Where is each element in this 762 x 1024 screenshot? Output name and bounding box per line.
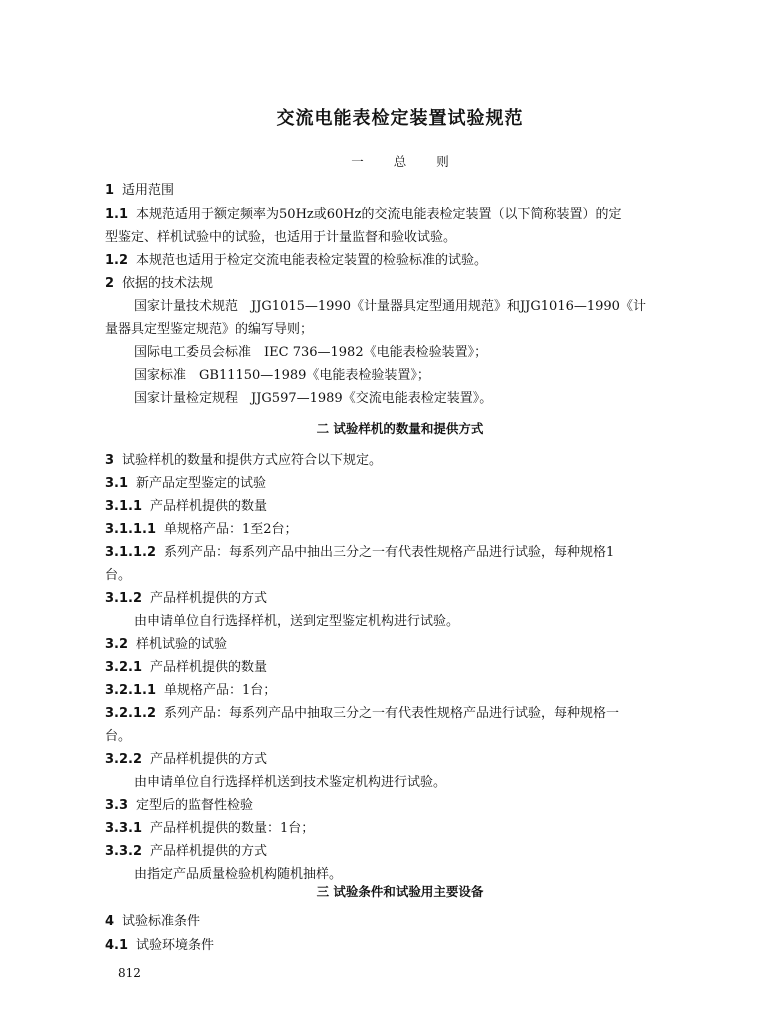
clause-text: 系列产品：每系列产品中抽取三分之一有代表性规格产品进行试验，每种规格一: [164, 706, 620, 721]
clause-3-2-1-2-cont: [105, 729, 131, 745]
clause-number: 3.2.2: [105, 752, 143, 767]
clause-text: 型鉴定、样机试验中的试验，也适用于计量监督和验收试验。: [105, 230, 457, 245]
clause-number: 3.1.1.2: [105, 545, 156, 560]
clause-3-1-2: [105, 591, 267, 607]
clause-3-1-1-2: [105, 545, 614, 561]
clause-number: 3.1.1: [105, 499, 143, 514]
section-heading-conditions: 三 试验条件和试验用主要设备: [316, 884, 484, 899]
clause-1-1-cont: [105, 230, 456, 246]
clause-4: [105, 914, 200, 930]
clause-text: 本规范适用于额定频率为50Hz或60Hz的交流电能表检定装置（以下简称装置）的定: [136, 207, 622, 222]
clause-3-3: [105, 798, 253, 814]
reference-iec736: [134, 345, 487, 361]
clause-text: 新产品定型鉴定的试验: [136, 476, 267, 491]
clause-3-1-2-body: [134, 614, 459, 630]
clause-number: 1.1: [105, 207, 129, 222]
clause-number: 3.2: [105, 637, 129, 652]
reference-jjg1015: [134, 299, 646, 315]
reference-text: 国家计量检定规程 JJG597—1989《交流电能表检定装置》。: [134, 391, 493, 406]
clause-3-1-1-1: [105, 522, 298, 538]
clause-text: 单规格产品：1台；: [164, 683, 277, 698]
clause-number: 3.3.1: [105, 821, 143, 836]
clause-text: 台。: [105, 568, 132, 583]
clause-number: 3.2.1.1: [105, 683, 156, 698]
clause-text: 由申请单位自行选择样机送到技术鉴定机构进行试验。: [134, 775, 447, 790]
clause-number: 3: [105, 453, 115, 468]
clause-text: 本规范也适用于检定交流电能表检定装置的检验标准的试验。: [136, 253, 488, 268]
reference-jjg597: [134, 391, 492, 407]
document-title: 交流电能表检定装置试验规范: [276, 108, 524, 129]
clause-number: 1: [105, 183, 115, 198]
clause-text: 试验环境条件: [136, 938, 215, 953]
clause-number: 2: [105, 276, 115, 291]
clause-text: 产品样机提供的方式: [150, 591, 268, 606]
clause-number: 4: [105, 914, 115, 929]
reference-text: 国家标准 GB11150—1989《电能表检验装置》；: [134, 368, 430, 383]
clause-text: 由指定产品质量检验机构随机抽样。: [134, 867, 343, 882]
clause-text: 试验样机的数量和提供方式应符合以下规定。: [122, 453, 383, 468]
clause-text: 适用范围: [122, 183, 175, 198]
clause-3-3-2-body: [134, 867, 342, 883]
clause-3-2-2: [105, 752, 267, 768]
clause-number: 3.1: [105, 476, 129, 491]
clause-3-2-2-body: [134, 775, 446, 791]
clause-text: 产品样机提供的数量: [150, 499, 268, 514]
clause-3-1: [105, 476, 266, 492]
clause-3-2: [105, 637, 227, 653]
reference-jjg1015-cont: [105, 322, 313, 338]
clause-number: 3.2.1.2: [105, 706, 156, 721]
clause-1-2: [105, 253, 487, 269]
clause-3: [105, 453, 382, 469]
clause-3-3-2: [105, 844, 267, 860]
clause-number: 4.1: [105, 938, 129, 953]
clause-text: 产品样机提供的方式: [150, 752, 268, 767]
clause-number: 1.2: [105, 253, 129, 268]
clause-4-1: [105, 938, 214, 954]
clause-text: 台。: [105, 729, 132, 744]
reference-gb11150: [134, 368, 430, 384]
clause-text: 产品样机提供的数量: [150, 660, 268, 675]
clause-text: 样机试验的试验: [136, 637, 228, 652]
section-heading-samples: 二 试验样机的数量和提供方式: [316, 421, 484, 436]
page-number: 812: [118, 966, 141, 980]
reference-text: 国际电工委员会标准 IEC 736—1982《电能表检验装置》；: [134, 345, 488, 360]
clause-3-1-1: [105, 499, 267, 515]
clause-3-2-1: [105, 660, 267, 676]
clause-text: 产品样机提供的方式: [150, 844, 268, 859]
clause-number: 3.3.2: [105, 844, 143, 859]
clause-text: 定型后的监督性检验: [136, 798, 254, 813]
clause-text: 产品样机提供的数量：1台；: [150, 821, 315, 836]
clause-text: 系列产品：每系列产品中抽出三分之一有代表性规格产品进行试验，每种规格1: [164, 545, 615, 560]
reference-text: 量器具定型鉴定规范》的编写导则；: [105, 322, 314, 337]
clause-3-2-1-1: [105, 683, 276, 699]
clause-number: 3.1.2: [105, 591, 143, 606]
clause-text: 单规格产品：1至2台；: [164, 522, 298, 537]
clause-1-1: [105, 207, 622, 223]
section-heading-general: 一 总 则: [351, 154, 449, 169]
clause-number: 3.2.1: [105, 660, 143, 675]
clause-text: 试验标准条件: [122, 914, 201, 929]
clause-3-2-1-2: [105, 706, 619, 722]
clause-2: [105, 276, 213, 292]
clause-text: 由申请单位自行选择样机，送到定型鉴定机构进行试验。: [134, 614, 460, 629]
clause-3-3-1: [105, 821, 314, 837]
clause-number: 3.3: [105, 798, 129, 813]
clause-3-1-1-2-cont: [105, 568, 131, 584]
clause-text: 依据的技术法规: [122, 276, 214, 291]
clause-number: 3.1.1.1: [105, 522, 156, 537]
reference-text: 国家计量技术规范 JJG1015—1990《计量器具定型通用规范》和JJG1016—1990《计: [134, 299, 646, 314]
clause-1: [105, 183, 174, 199]
